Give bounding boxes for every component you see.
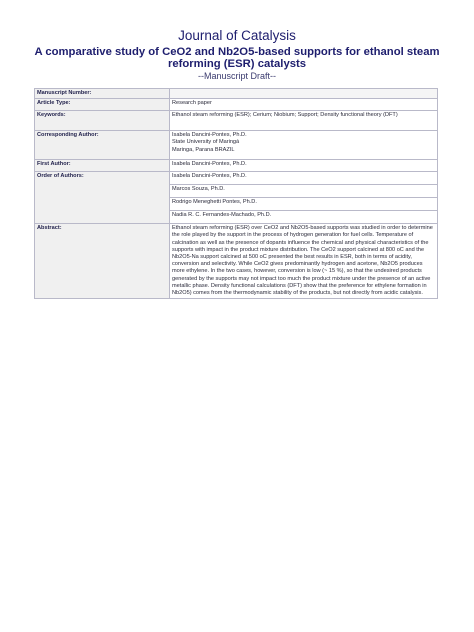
manuscript-number-label: Manuscript Number: — [35, 89, 170, 99]
row-article-type — [35, 99, 438, 111]
row-manuscript-number — [35, 89, 438, 99]
row-first-author — [35, 160, 438, 172]
corresponding-author-label: Corresponding Author: — [35, 131, 170, 160]
document-header — [0, 28, 474, 81]
row-abstract — [35, 224, 438, 299]
author-item: Marcos Souza, Ph.D. — [170, 185, 438, 198]
article-type-value: Research paper — [170, 99, 438, 111]
abstract-text: Ethanol steam reforming (ESR) over CeO2 and Nb2O5-based supports was studied in order to determine the role played by the support in the process of hydrogen generation for fuel cells. Temperature of calcination as well as the presence of dopants influence the chemical and physical characteristics of the supports with impact in the product mixture distribution. The CeO2 support calcined at 800 oC and the Nb2O5-Na support calcined at 500 oC presented the best results in ESR, both in terms of acidity, conversion and selectivity. While CeO2 gives predominantly hydrogen and acetone, Nb2O5 produces more ethylene. In the two cases, however, conversion is low (~ 15 %), so that the undesired products generated by the supports may not impact too much the product mixture under the presence of an active metallic phase. Density functional calculations (DFT) show that the preference for ethylene formation in Nb2O5) comes from the thermodynamic stability of the products, but not directly from acidic catalysis. — [170, 224, 438, 299]
keywords-label: Keywords: — [35, 111, 170, 131]
draft-label: --Manuscript Draft-- — [197, 71, 276, 81]
row-order-of-authors — [35, 172, 438, 185]
row-corresponding-author — [35, 131, 438, 160]
author-item: Isabela Dancini-Pontes, Ph.D. — [170, 172, 438, 185]
corresponding-author-institution: State University of Maringá — [172, 139, 240, 146]
first-author-label: First Author: — [35, 160, 170, 172]
paper-title: A comparative study of CeO2 and Nb2O5-based supports for ethanol steam reforming (ESR) catalysts — [34, 46, 440, 70]
corresponding-author-location: Maringa, Parana BRAZIL — [172, 146, 235, 153]
keywords-value: Ethanol steam reforming (ESR); Cerium; Niobium; Support; Density functional theory (DFT) — [170, 111, 438, 131]
author-item: Nadia R. C. Fernandes-Machado, Ph.D. — [170, 211, 438, 224]
abstract-label: Abstract: — [35, 224, 170, 299]
order-of-authors-label: Order of Authors: — [35, 172, 170, 224]
article-type-label: Article Type: — [35, 99, 170, 111]
manuscript-number-value — [170, 89, 438, 99]
corresponding-author-name: Isabela Dancini-Pontes, Ph.D. — [172, 132, 247, 139]
corresponding-author-value — [170, 131, 438, 160]
journal-title: Journal of Catalysis — [178, 28, 296, 43]
author-item: Rodrigo Meneghetti Pontes, Ph.D. — [170, 198, 438, 211]
row-keywords — [35, 111, 438, 131]
manuscript-info-table — [34, 88, 438, 299]
first-author-value: Isabela Dancini-Pontes, Ph.D. — [170, 160, 438, 172]
